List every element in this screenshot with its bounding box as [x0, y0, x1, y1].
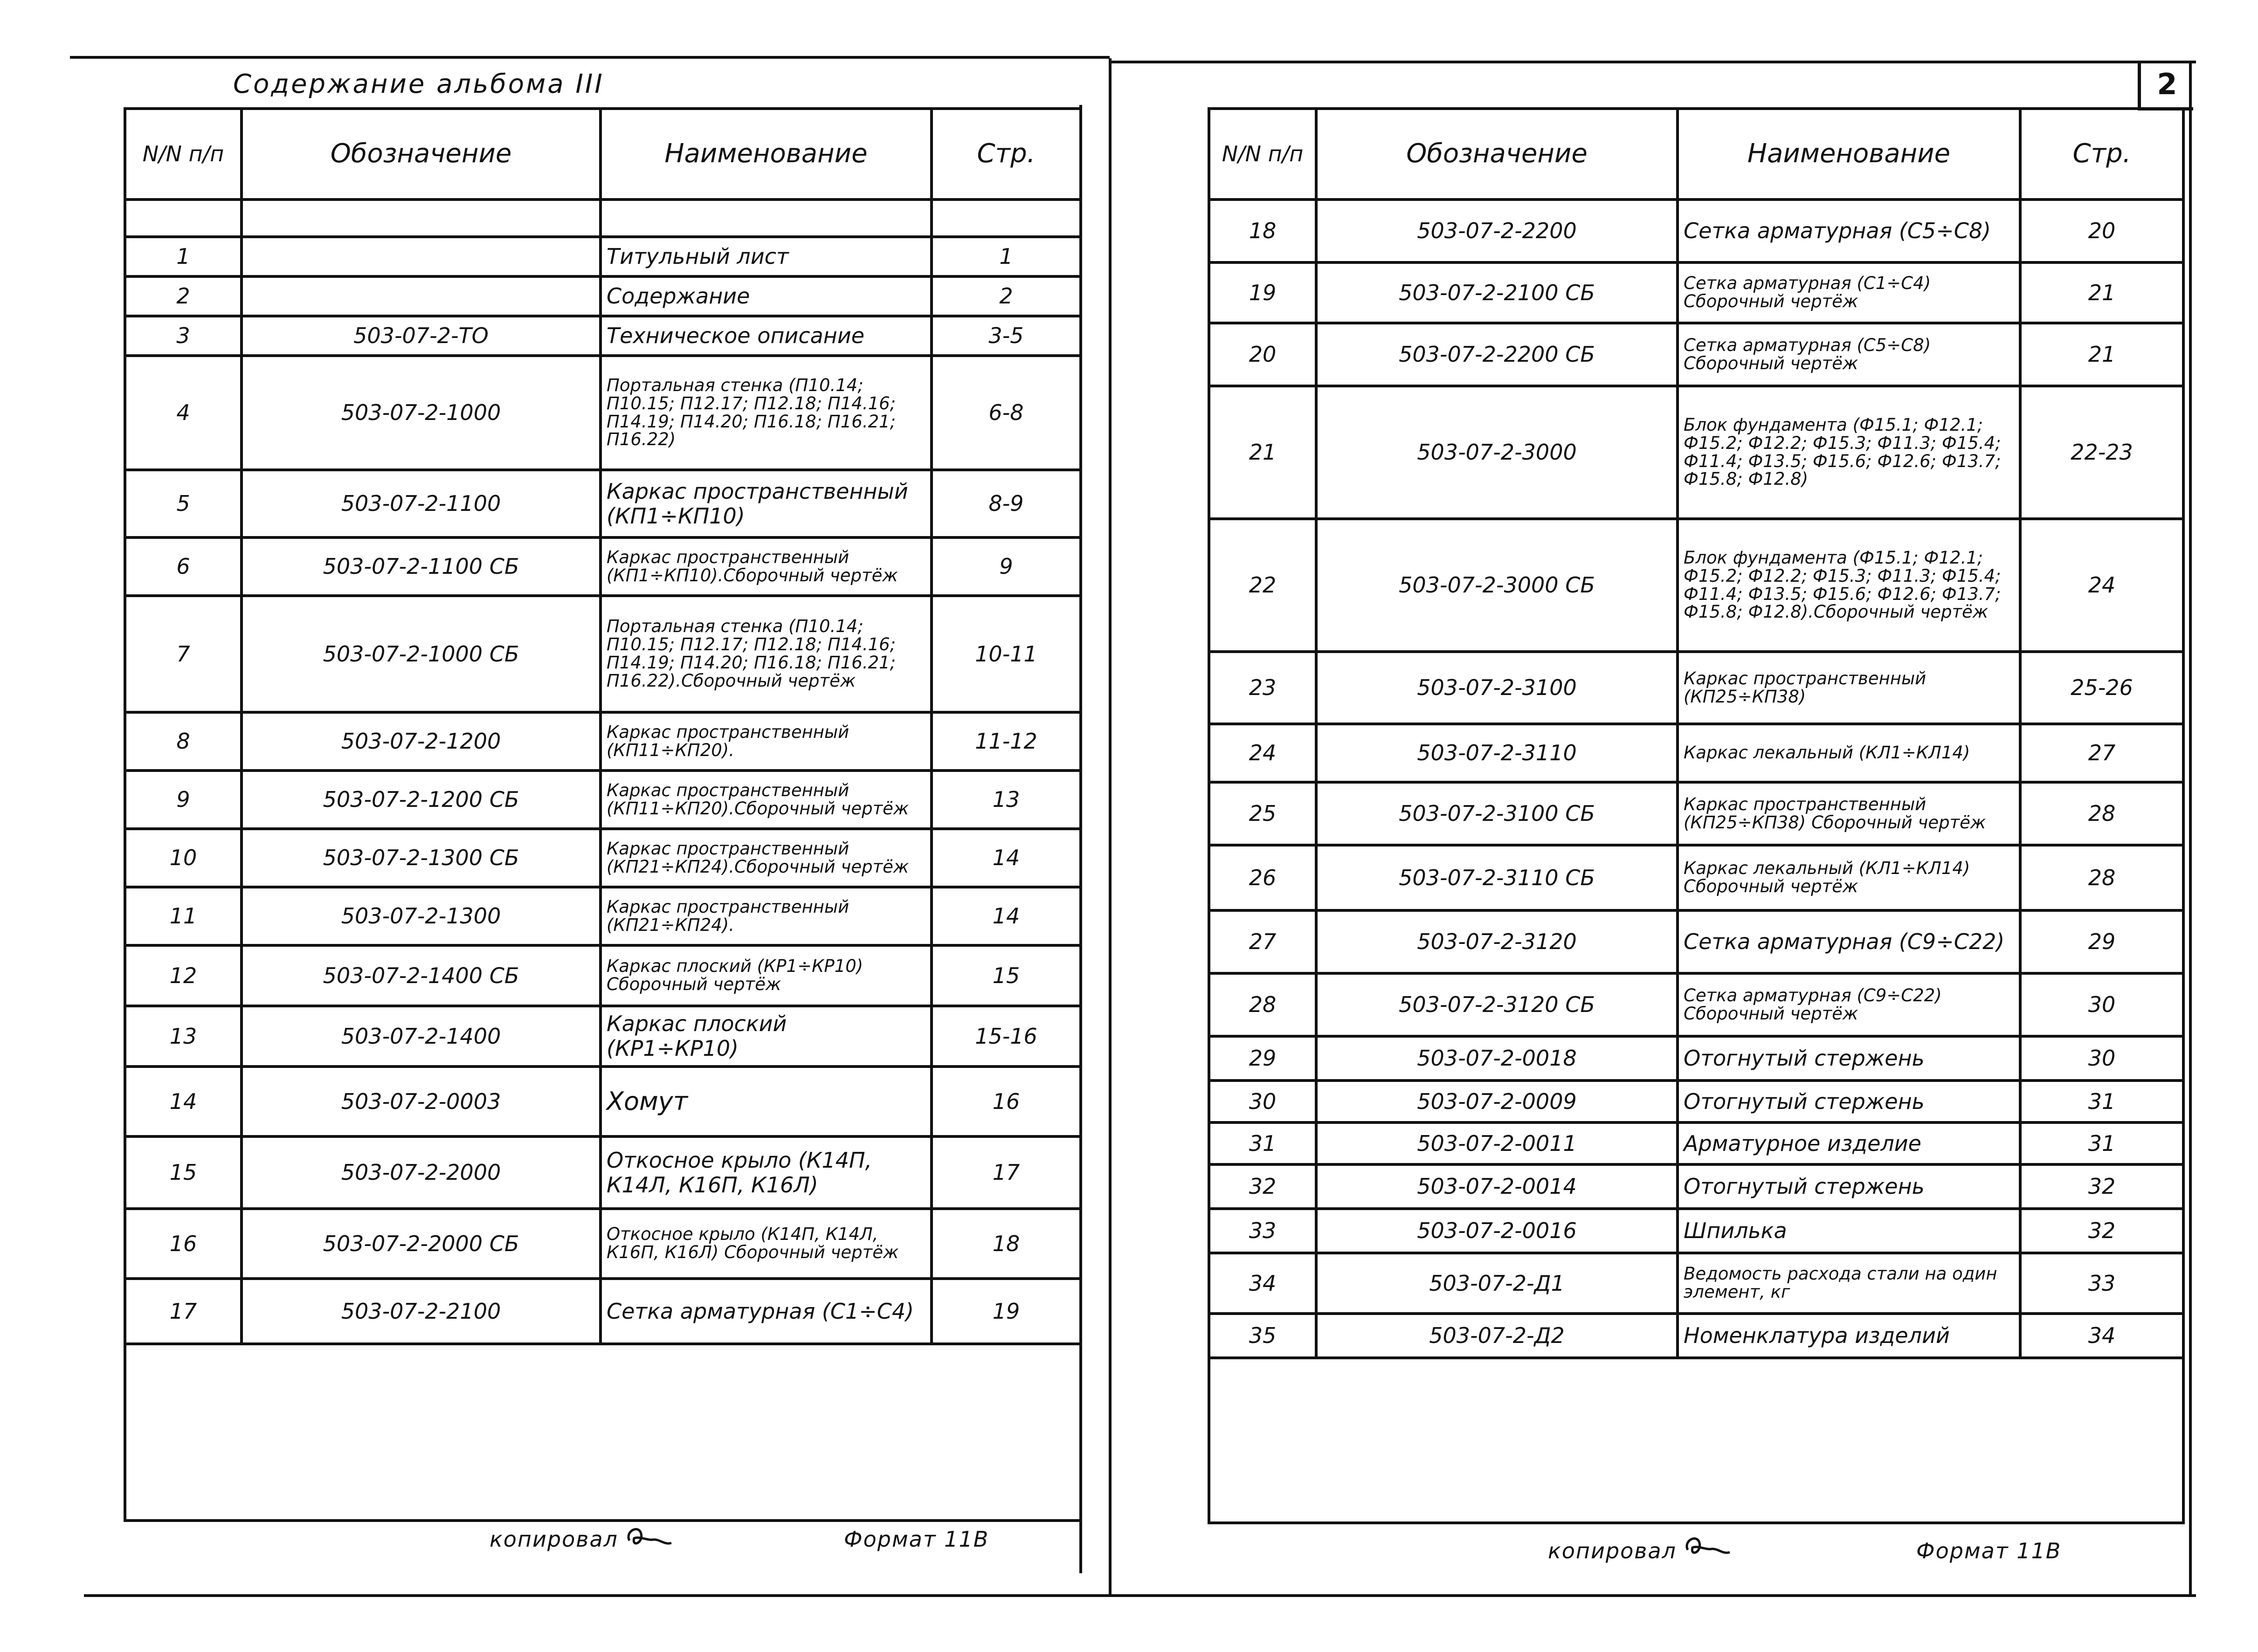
- row-number: 21: [1209, 386, 1316, 519]
- row-designation: 503-07-2-Д1: [1316, 1253, 1678, 1314]
- column-header-num: N/N п/п: [1209, 109, 1316, 200]
- row-title: Каркас лекальный (КЛ1÷КЛ14): [1678, 724, 2020, 782]
- row-title: Отогнутый стержень: [1678, 1036, 2020, 1081]
- row-page: 18: [932, 1209, 1081, 1279]
- row-number: 5: [125, 470, 242, 537]
- table-row: [1209, 910, 2183, 973]
- row-designation: [242, 237, 601, 276]
- row-number: 13: [125, 1006, 242, 1067]
- table-row: [1209, 1209, 2183, 1253]
- row-page: 3-5: [932, 316, 1081, 356]
- row-designation: 503-07-2-1200: [242, 712, 601, 771]
- row-number: 25: [1209, 782, 1316, 845]
- table-row: [125, 596, 1081, 712]
- row-title: Техническое описание: [601, 316, 932, 356]
- row-page: 33: [2020, 1253, 2183, 1314]
- contents-table-left: [124, 107, 1082, 1522]
- row-page: 31: [2020, 1122, 2183, 1164]
- row-number: 32: [1209, 1164, 1316, 1209]
- row-designation: 503-07-2-0011: [1316, 1122, 1678, 1164]
- row-page: 32: [2020, 1209, 2183, 1253]
- row-designation: 503-07-2-Д2: [1316, 1314, 1678, 1358]
- row-title: Номенклатура изделий: [1678, 1314, 2020, 1358]
- row-title: Сетка арматурная (С1÷С4): [601, 1279, 932, 1344]
- table-row: [125, 887, 1081, 945]
- right-panel-right-border: [2189, 61, 2192, 1594]
- table-row: [1209, 1253, 2183, 1314]
- row-page: 14: [932, 829, 1081, 887]
- row-number: 6: [125, 537, 242, 596]
- row-page: 22-23: [2020, 386, 2183, 519]
- row-page: 25-26: [2020, 652, 2183, 724]
- row-title: Сетка арматурная (С1÷С4) Сборочный чертёж: [1678, 262, 2020, 323]
- album-title: Содержание альбома III: [233, 69, 604, 99]
- row-number: 16: [125, 1209, 242, 1279]
- row-page: 2: [932, 276, 1081, 316]
- row-title: Сетка арматурная (С5÷С8): [1678, 200, 2020, 262]
- row-page: 20: [2020, 200, 2183, 262]
- row-number: 8: [125, 712, 242, 771]
- table-row: [125, 316, 1081, 356]
- row-number: 9: [125, 771, 242, 829]
- row-title: Портальная стенка (П10.14; П10.15; П12.17; П12.18; П14.16; П14.19; П14.20; П16.18; П16.21; П16.22).Сборочный чертёж: [601, 596, 932, 712]
- column-header-name: Наименование: [1678, 109, 2020, 200]
- row-designation: 503-07-2-0003: [242, 1067, 601, 1136]
- page-number-box: [2138, 61, 2193, 110]
- table-row: [125, 1209, 1081, 1279]
- table-row: [125, 356, 1081, 470]
- row-title: Ведомость расхода стали на один элемент, кг: [1678, 1253, 2020, 1314]
- row-title: Каркас пространственный (КП25÷КП38): [1678, 652, 2020, 724]
- row-page: 16: [932, 1067, 1081, 1136]
- row-designation: 503-07-2-2100 СБ: [1316, 262, 1678, 323]
- header-spacer-row: [125, 200, 1081, 237]
- column-header-name: Наименование: [601, 109, 932, 200]
- row-number: 33: [1209, 1209, 1316, 1253]
- row-number: 31: [1209, 1122, 1316, 1164]
- column-header-code: Обозначение: [1316, 109, 1678, 200]
- row-number: 11: [125, 887, 242, 945]
- row-title: Каркас пространственный (КП21÷КП24).Сборочный чертёж: [601, 829, 932, 887]
- row-number: 24: [1209, 724, 1316, 782]
- row-designation: 503-07-2-2000 СБ: [242, 1209, 601, 1279]
- row-designation: 503-07-2-0009: [1316, 1081, 1678, 1122]
- row-page: 1: [932, 237, 1081, 276]
- row-page: 17: [932, 1136, 1081, 1209]
- row-title: Каркас пространственный (КП11÷КП20).: [601, 712, 932, 771]
- row-number: 26: [1209, 845, 1316, 910]
- row-page: 21: [2020, 262, 2183, 323]
- row-title: Откосное крыло (К14П, К14Л, К16П, К16Л): [601, 1136, 932, 1209]
- bottom-frame-line: [84, 1594, 2196, 1597]
- signature-right: [1678, 1531, 1734, 1564]
- row-designation: 503-07-2-1400 СБ: [242, 945, 601, 1006]
- row-page: 31: [2020, 1081, 2183, 1122]
- row-number: 4: [125, 356, 242, 470]
- table-row: [1209, 652, 2183, 724]
- row-page: 30: [2020, 973, 2183, 1036]
- row-title: Титульный лист: [601, 237, 932, 276]
- row-page: 6-8: [932, 356, 1081, 470]
- table-row: [125, 276, 1081, 316]
- row-number: 20: [1209, 323, 1316, 386]
- table-row: [1209, 200, 2183, 262]
- column-header-page: Стр.: [2020, 109, 2183, 200]
- row-page: 30: [2020, 1036, 2183, 1081]
- row-title: Отогнутый стержень: [1678, 1164, 2020, 1209]
- signature-left: [620, 1522, 676, 1555]
- footer-format-left: Формат 11В: [844, 1527, 989, 1552]
- row-page: 8-9: [932, 470, 1081, 537]
- row-designation: 503-07-2-2200: [1316, 200, 1678, 262]
- center-fold-line: [1109, 58, 1112, 1597]
- table-row: [1209, 1081, 2183, 1122]
- footer-copied-label-right: копировал: [1548, 1538, 1677, 1563]
- row-number: 15: [125, 1136, 242, 1209]
- row-page: 14: [932, 887, 1081, 945]
- row-number: 35: [1209, 1314, 1316, 1358]
- table-row: [125, 237, 1081, 276]
- row-number: 29: [1209, 1036, 1316, 1081]
- table-row: [125, 1136, 1081, 1209]
- row-designation: 503-07-2-ТО: [242, 316, 601, 356]
- row-title: Сетка арматурная (С9÷С22) Сборочный чертёж: [1678, 973, 2020, 1036]
- row-designation: 503-07-2-0018: [1316, 1036, 1678, 1081]
- table-row: [1209, 724, 2183, 782]
- row-designation: 503-07-2-3100 СБ: [1316, 782, 1678, 845]
- row-title: Арматурное изделие: [1678, 1122, 2020, 1164]
- row-number: 12: [125, 945, 242, 1006]
- row-designation: 503-07-2-0016: [1316, 1209, 1678, 1253]
- row-title: Сетка арматурная (С9÷С22): [1678, 910, 2020, 973]
- row-number: 7: [125, 596, 242, 712]
- empty-row: [1209, 1358, 2183, 1523]
- row-designation: 503-07-2-1400: [242, 1006, 601, 1067]
- table-row: [125, 771, 1081, 829]
- row-number: 19: [1209, 262, 1316, 323]
- row-page: 19: [932, 1279, 1081, 1344]
- row-title: Блок фундамента (Ф15.1; Ф12.1; Ф15.2; Ф12.2; Ф15.3; Ф11.3; Ф15.4; Ф11.4; Ф13.5; Ф15.6; Ф12.6; Ф13.7; Ф15.8; Ф12.8).Сборочный чертёж: [1678, 519, 2020, 652]
- row-title: Портальная стенка (П10.14; П10.15; П12.17; П12.18; П14.16; П14.19; П14.20; П16.18; П16.21; П16.22): [601, 356, 932, 470]
- column-header-code: Обозначение: [242, 109, 601, 200]
- column-header-page: Стр.: [932, 109, 1081, 200]
- top-frame-line-right: [1110, 61, 2196, 63]
- table-row: [1209, 1036, 2183, 1081]
- empty-row: [125, 1344, 1081, 1521]
- table-row: [125, 945, 1081, 1006]
- row-page: 9: [932, 537, 1081, 596]
- row-number: 34: [1209, 1253, 1316, 1314]
- row-page: 15: [932, 945, 1081, 1006]
- table-row: [1209, 262, 2183, 323]
- row-title: Каркас пространственный (КП1÷КП10).Сборочный чертёж: [601, 537, 932, 596]
- row-number: 10: [125, 829, 242, 887]
- row-title: Отогнутый стержень: [1678, 1081, 2020, 1122]
- row-designation: [242, 276, 601, 316]
- row-title: Шпилька: [1678, 1209, 2020, 1253]
- row-page: 29: [2020, 910, 2183, 973]
- row-title: Каркас пространственный (КП11÷КП20).Сборочный чертёж: [601, 771, 932, 829]
- row-designation: 503-07-2-2100: [242, 1279, 601, 1344]
- row-designation: 503-07-2-3100: [1316, 652, 1678, 724]
- page-number: 2: [2157, 67, 2177, 101]
- row-page: 24: [2020, 519, 2183, 652]
- table-row: [1209, 386, 2183, 519]
- row-number: 14: [125, 1067, 242, 1136]
- row-page: 21: [2020, 323, 2183, 386]
- row-designation: 503-07-2-1300: [242, 887, 601, 945]
- contents-table-right: [1208, 107, 2185, 1524]
- row-designation: 503-07-2-1100: [242, 470, 601, 537]
- table-row: [1209, 845, 2183, 910]
- row-designation: 503-07-2-0014: [1316, 1164, 1678, 1209]
- row-page: 10-11: [932, 596, 1081, 712]
- row-page: 32: [2020, 1164, 2183, 1209]
- table-row: [125, 829, 1081, 887]
- table-row: [1209, 323, 2183, 386]
- row-page: 13: [932, 771, 1081, 829]
- row-designation: 503-07-2-3110: [1316, 724, 1678, 782]
- row-number: 30: [1209, 1081, 1316, 1122]
- row-title: Каркас плоский (КР1÷КР10): [601, 1006, 932, 1067]
- header-row: [1209, 109, 2183, 200]
- row-title: Каркас плоский (КР1÷КР10) Сборочный чертёж: [601, 945, 932, 1006]
- table-row: [125, 1067, 1081, 1136]
- row-designation: 503-07-2-3120 СБ: [1316, 973, 1678, 1036]
- row-designation: 503-07-2-2200 СБ: [1316, 323, 1678, 386]
- row-number: 22: [1209, 519, 1316, 652]
- row-designation: 503-07-2-1300 СБ: [242, 829, 601, 887]
- row-page: 28: [2020, 782, 2183, 845]
- row-page: 15-16: [932, 1006, 1081, 1067]
- row-designation: 503-07-2-3000: [1316, 386, 1678, 519]
- top-frame-line-left: [70, 56, 1110, 59]
- row-title: Каркас пространственный (КП1÷КП10): [601, 470, 932, 537]
- row-designation: 503-07-2-1000: [242, 356, 601, 470]
- table-row: [1209, 519, 2183, 652]
- row-designation: 503-07-2-1000 СБ: [242, 596, 601, 712]
- table-row: [1209, 973, 2183, 1036]
- row-designation: 503-07-2-3120: [1316, 910, 1678, 973]
- table-row: [125, 537, 1081, 596]
- row-title: Каркас пространственный (КП25÷КП38) Сборочный чертёж: [1678, 782, 2020, 845]
- table-row: [125, 1006, 1081, 1067]
- row-title: Блок фундамента (Ф15.1; Ф12.1; Ф15.2; Ф12.2; Ф15.3; Ф11.3; Ф15.4; Ф11.4; Ф13.5; Ф15.6; Ф12.6; Ф13.7; Ф15.8; Ф12.8): [1678, 386, 2020, 519]
- header-row: [125, 109, 1081, 200]
- table-row: [1209, 1122, 2183, 1164]
- row-number: 2: [125, 276, 242, 316]
- row-number: 3: [125, 316, 242, 356]
- row-designation: 503-07-2-1100 СБ: [242, 537, 601, 596]
- row-number: 28: [1209, 973, 1316, 1036]
- row-number: 27: [1209, 910, 1316, 973]
- table-row: [1209, 1314, 2183, 1358]
- table-row: [1209, 1164, 2183, 1209]
- row-title: Содержание: [601, 276, 932, 316]
- row-title: Каркас лекальный (КЛ1÷КЛ14) Сборочный чертёж: [1678, 845, 2020, 910]
- row-title: Сетка арматурная (С5÷С8) Сборочный чертёж: [1678, 323, 2020, 386]
- row-page: 27: [2020, 724, 2183, 782]
- row-page: 34: [2020, 1314, 2183, 1358]
- table-row: [125, 712, 1081, 771]
- row-designation: 503-07-2-3110 СБ: [1316, 845, 1678, 910]
- row-title: Откосное крыло (К14П, К14Л, К16П, К16Л) Сборочный чертёж: [601, 1209, 932, 1279]
- table-row: [125, 470, 1081, 537]
- row-designation: 503-07-2-3000 СБ: [1316, 519, 1678, 652]
- column-header-num: N/N п/п: [125, 109, 242, 200]
- row-title: Каркас пространственный (КП21÷КП24).: [601, 887, 932, 945]
- footer-copied-label-left: копировал: [490, 1527, 618, 1552]
- row-designation: 503-07-2-1200 СБ: [242, 771, 601, 829]
- row-number: 23: [1209, 652, 1316, 724]
- table-row: [125, 1279, 1081, 1344]
- row-page: 11-12: [932, 712, 1081, 771]
- row-number: 1: [125, 237, 242, 276]
- row-number: 17: [125, 1279, 242, 1344]
- footer-format-right: Формат 11В: [1916, 1538, 2062, 1563]
- row-designation: 503-07-2-2000: [242, 1136, 601, 1209]
- row-title: Хомут: [601, 1067, 932, 1136]
- table-row: [1209, 782, 2183, 845]
- row-number: 18: [1209, 200, 1316, 262]
- row-page: 28: [2020, 845, 2183, 910]
